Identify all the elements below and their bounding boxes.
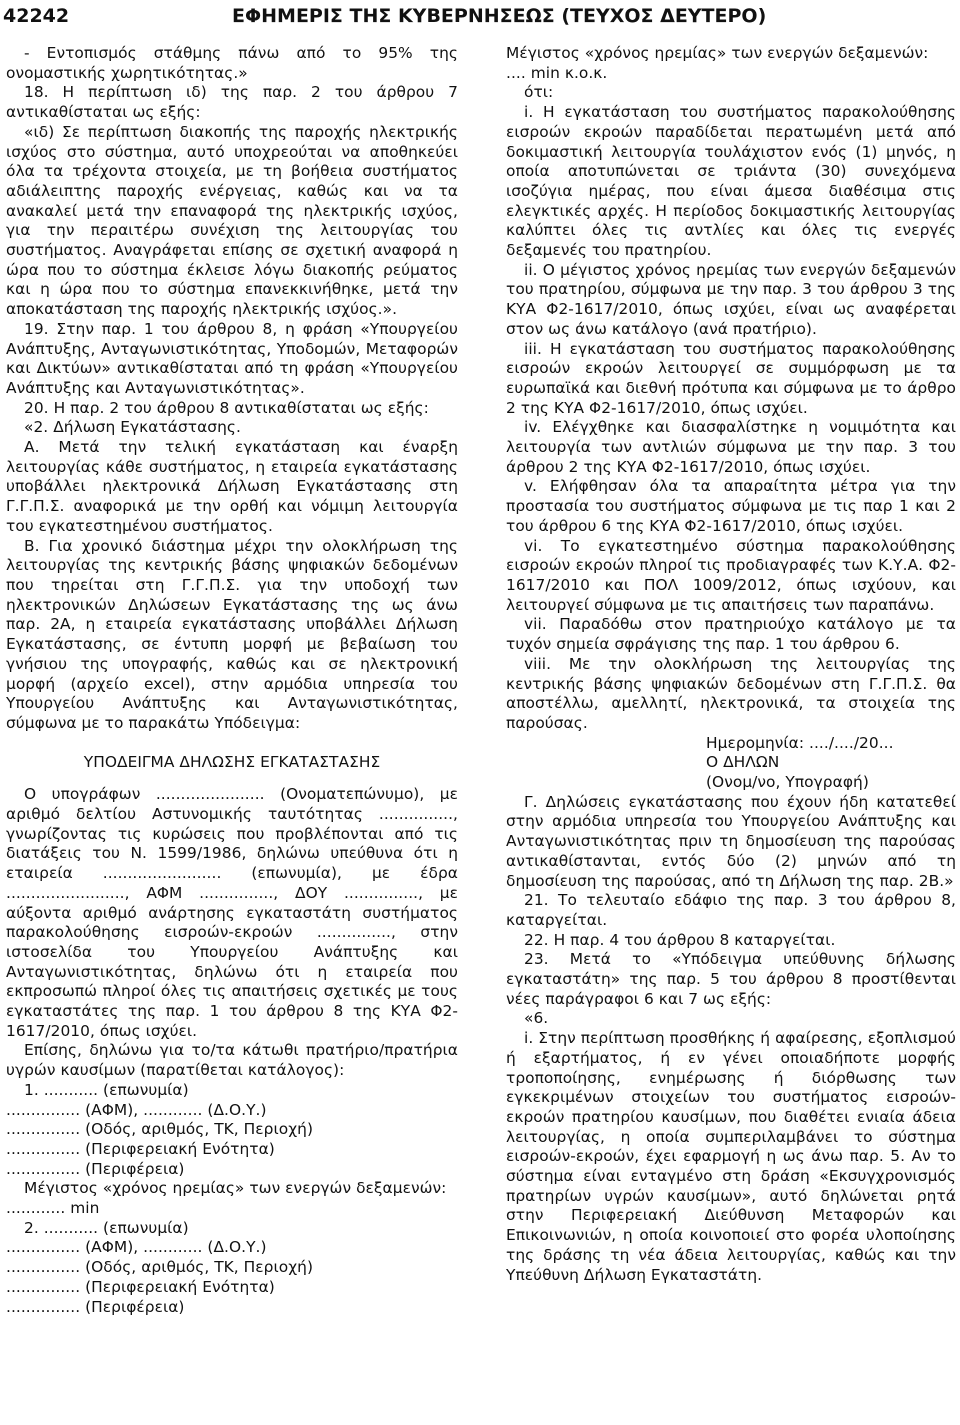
paragraph: Μέγιστος «χρόνος ηρεμίας» των ενεργών δεξαμενών: [506,44,929,62]
page-header [0,0,960,34]
paragraph: 19. Στην παρ. 1 του άρθρου 8, η φράση «Υπουργείου Ανάπτυξης, Ανταγωνιστικότητας, Υποδομών, Μεταφορών και Δικτύων» αντικαθίσταται από τη φράση «Υπουργείου Ανάπτυξης και Ανταγωνιστικότητας». [6,319,458,397]
paragraph: i. Η εγκατάσταση του συστήματος παρακολούθησης εισροών εκροών παραδίδεται περατωμένη μετά από δοκιμαστική λειτουργία τουλάχιστον ενός (1) μηνός, η οποία αποτυπώνεται σε τριάντα (30) συνεχόμενα ισοζύγια ημέρας, που είναι άμεσα διαθέσιμα στις ελεγκτικές αρχές. Η περίοδος δοκιμαστικής λειτουργίας καλύπτει όλες τις αντλίες και όλες τις ενεργές δεξαμενές του πρατηρίου. [506,103,956,260]
paragraph: 23. Μετά το «Υπόδειγμα υπεύθυνης δήλωσης εγκαταστάτη» της παρ. 5 του άρθρου 8 προστίθενται νέες παράγραφοι 6 και 7 ως εξής: [506,950,956,1008]
paragraph: ότι: [524,83,554,102]
list-item: ............... (Περιφερειακή Ενότητα) [6,1277,275,1296]
paragraph: - Εντοπισμός στάθμης πάνω από το 95% της ονομαστικής χωρητικότητας.» [6,44,458,82]
paragraph: Α. Μετά την τελική εγκατάσταση και έναρξη λειτουργίας κάθε συστήματος, η εταιρεία εγκατάστασης υποβάλλει ηλεκτρονικά Δήλωση Εγκατάστασης στη Γ.Γ.Π.Σ. αναφορικά με την ορθή και νόμιμη λειτουργία του εγκατεστημένου συστήματος. [6,438,458,535]
paragraph: 18. Η περίπτωση ιδ) της παρ. 2 του άρθρου 7 αντικαθίσταται ως εξής: [6,83,458,122]
paragraph: iii. Η εγκατάσταση του συστήματος παρακολούθησης εισροών εκροών λειτουργεί σε συμμόρφωση με τα ευρωπαϊκά και διεθνή πρότυπα και σύμφωνα με το άρθρο 2 της ΚΥΑ Φ2-1617/2010, όπως ισχύει. [506,339,956,417]
paragraph: 21. Το τελευταίο εδάφιο της παρ. 3 του άρθρου 8, καταργείται. [506,891,956,929]
paragraph: vi. Το εγκατεστημένο σύστημα παρακολούθησης εισροών εκροών πληροί τις προδιαγραφές των Κ.Υ.Α. Φ2-1617/2010 και ΠΟΛ 1009/2012, όπως ισχύουν, και λειτουργεί σύμφωνα με τις απαιτήσεις των παραπάνω. [506,536,956,614]
paragraph: Β. Για χρονικό διάστημα μέχρι την ολοκλήρωση της λειτουργίας της κεντρικής βάσης ψηφιακών δεδομένων που τηρείται στη Γ.Γ.Π.Σ. για την υποδοχή των ηλεκτρονικών Δηλώσεων Εγκατάστασης της ως άνω παρ. 2Α, η εταιρεία εγκατάστασης υποβάλλει Δήλωση Εγκατάστασης, σε έντυπη μορφή με βεβαίωση του γνήσιου της υπογραφής, καθώς και σε ηλεκτρονική μορφή (αρχείο excel), στην αρμόδια υπηρεσία του Υπουργείου Ανάπτυξης και Ανταγωνιστικότητας, σύμφωνα με το παρακάτω Υπόδειγμα: [6,536,458,732]
page-number: 42242 [3,5,70,27]
list-item: ............ min [6,1199,100,1218]
list-item: ............... (ΑΦΜ), ............ (Δ.Ο.Υ.) [6,1100,267,1119]
paragraph: 20. Η παρ. 2 του άρθρου 8 αντικαθίσταται ως εξής: [24,398,429,417]
section-heading: «2. Δήλωση Εγκατάστασης. [24,418,241,437]
list-item: ............... (ΑΦΜ), ............ (Δ.Ο.Υ.) [6,1238,267,1257]
paragraph: vii. Παραδόθω στον πρατηριούχο κατάλογο με τα τυχόν σημεία σφράγισης της παρ. 1 του άρθρου 6. [506,615,956,654]
list-item: ............... (Περιφέρεια) [6,1297,185,1316]
paragraph: viii. Με την ολοκλήρωση της λειτουργίας της κεντρικής βάσης ψηφιακών δεδομένων στη Γ.Γ.Π.Σ. θα αποστέλλω, αμελλητί, ηλεκτρονικά, τα στοιχεία της παρούσας. [506,654,956,732]
paragraph: Επίσης, δηλώνω για το/τα κάτωθι πρατήριο/πρατήρια υγρών καυσίμων (παρατίθεται κατάλογος): [6,1041,458,1080]
list-item: ............... (Περιφέρεια) [6,1159,185,1178]
list-item: ............... (Οδός, αριθμός, ΤΚ, Περιοχή) [6,1258,314,1277]
list-item: ............... (Περιφερειακή Ενότητα) [6,1139,275,1158]
list-item: 2. ........... (επωνυμία) [24,1218,189,1237]
right-column [506,44,956,1285]
list-item: 1. ........... (επωνυμία) [24,1080,189,1099]
paragraph: Ο υπογράφων ...................... (Ονοματεπώνυμο), με αριθμό δελτίου Αστυνομικής ταυτότητας ..............., γνωρίζοντας τις κυρώσεις που προβλέπονται από τις διατάξεις του Ν. 1599/1986, δηλώνω υπεύθυνα ότι η εταιρεία ........................ (επωνυμία), με έδρα ........................, ΑΦΜ ..............., ΔΟΥ ..............., με αύξοντα αριθμό ανάρτησης εγκαταστάτη συστήματος παρακολούθησης εισροών-εκροών ..............., στην ιστοσελίδα του Υπουργείου Ανάπτυξης και Ανταγωνιστικότητας, δηλώνω ότι η εταιρεία που εκπροσωπώ πληροί όλες τις απαιτήσεις σχετικές με τους εγκαταστάτες της παρ. 1 του άρθρου 8 της ΚΥΑ Φ2-1617/2010, όπως ισχύει. [6,785,458,1040]
paragraph: «ιδ) Σε περίπτωση διακοπής της παροχής ηλεκτρικής ισχύος στο σύστημα, αυτό υποχρεούται να αποθηκεύει όλα τα τρέχοντα στοιχεία, με τη βοήθεια συστήματος αδιάλειπτης παροχής ενέργειας, καθώς και να τα ανακαλεί μετά την επαναφορά της ηλεκτρικής ισχύος, για την περαιτέρω συνέχιση της λειτουργίας του συστήματος. Αναγράφεται επίσης σε σχετική αναφορά η ώρα που το σύστημα έκλεισε λόγω διακοπής ρεύματος και η ώρα που το σύστημα επανεκκινήθηκε, μετά την αποκατάσταση της παροχής ηλεκτρικής ισχύος.». [6,122,458,319]
list-item: Μέγιστος «χρόνος ηρεμίας» των ενεργών δεξαμενών: [24,1179,447,1198]
paragraph: ii. Ο μέγιστος χρόνος ηρεμίας των ενεργών δεξαμενών του πρατηρίου, σύμφωνα με την παρ. 3 του άρθρου 3 της ΚΥΑ Φ2-1617/2010, όπως ισχύει, είναι ως αναφέρεται στον ως άνω κατάλογο (ανά πρατήριο). [506,260,956,338]
left-column [6,44,458,1317]
signature-date: Ημερομηνία: ..../..../20... [706,733,894,752]
paragraph: «6. [524,1009,549,1028]
template-heading: ΥΠΟΔΕΙΓΜΑ ΔΗΛΩΣΗΣ ΕΓΚΑΤΑΣΤΑΣΗΣ [83,752,381,771]
paragraph: iv. Ελέγχθηκε και διασφαλίστηκε η νομιμότητα και λειτουργία των αντλιών σύμφωνα με την παρ. 3 του άρθρου 2 της ΚΥΑ Φ2-1617/2010, όπως ισχύει. [506,418,956,476]
paragraph: .... min κ.ο.κ. [506,63,608,82]
paragraph: v. Ελήφθησαν όλα τα απαραίτητα μέτρα για την προστασία του συστήματος σύμφωνα με τις παρ 1 και 2 του άρθρου 6 της ΚΥΑ Φ2-1617/2010, όπως ισχύει. [506,477,956,535]
paragraph: Γ. Δηλώσεις εγκατάστασης που έχουν ήδη κατατεθεί στην αρμόδια υπηρεσία του Υπουργείου Ανάπτυξης και Ανταγωνιστικότητας πριν τη δημοσίευση της παρούσας αντικαθίστανται, εντός δύο (2) μηνών από τη δημοσίευση της παρούσας, από τη Δήλωση της παρ. 2Β.» [506,792,956,890]
paragraph: i. Στην περίπτωση προσθήκης ή αφαίρεσης, εξοπλισμού ή εξαρτήματος, ή εν γένει οποιαδήποτε μορφής τροποποίησης, ενημέρωσης ή διόρθωσης των εγκεκριμένων στοιχείων του συστήματος εισροών-εκροών πρατηρίου καυσίμων, που διαθέτει ενιαία άδεια λειτουργίας, η οποία συμπεριλαμβάνει το σύστημα εισροών-εκροών, έχει εφαρμογή η ως άνω παρ. 5. Αν το σύστημα είναι ενταγμένο στη δράση «Εκσυγχρονισμός πρατηρίων υγρών καυσίμων», αυτό δηλώνεται ρητά στην Περιφερειακή Διεύθυνση Μεταφορών και Επικοινωνιών, η οποία κοινοποιεί στο φορέα υλοποίησης της δράσης τη νέα άδεια λειτουργίας, καθώς και την Υπεύθυνη Δήλωση Εγκαταστάτη. [506,1029,956,1284]
signature-declarant: Ο ΔΗΛΩΝ [706,753,780,772]
paragraph: 22. Η παρ. 4 του άρθρου 8 καταργείται. [524,930,836,949]
gazette-title: ΕΦΗΜΕΡΙΣ ΤΗΣ ΚΥΒΕΡΝΗΣΕΩΣ (ΤΕΥΧΟΣ ΔΕΥΤΕΡΟ) [232,5,767,27]
list-item: ............... (Οδός, αριθμός, ΤΚ, Περιοχή) [6,1120,314,1139]
signature-note: (Ονομ/νο, Υπογραφή) [706,773,869,792]
